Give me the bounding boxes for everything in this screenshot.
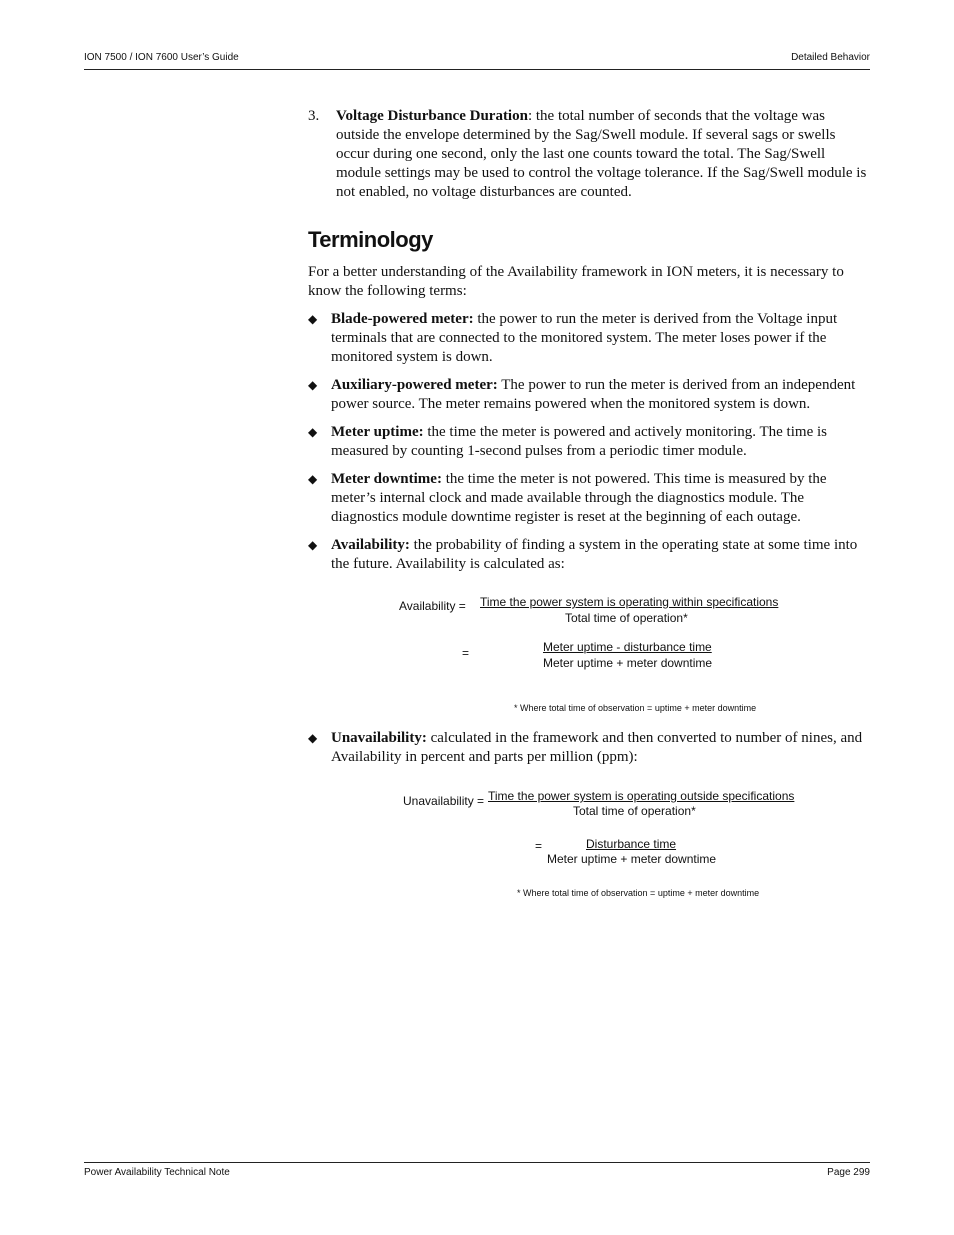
bullet-term: Blade-powered meter: (331, 311, 474, 327)
formula-numerator-2: Disturbance time (586, 837, 677, 851)
header-rule (84, 69, 870, 70)
footer-doc-title: Power Availability Technical Note (84, 1167, 230, 1178)
formula-denominator: Total time of operation* (573, 804, 696, 818)
item-number: 3. (308, 108, 320, 124)
formula-label: Unavailability = (403, 794, 485, 808)
diamond-bullet-icon: ◆ (308, 425, 318, 439)
page-header (84, 52, 870, 66)
diamond-bullet-icon: ◆ (308, 312, 318, 326)
bullet-blade-powered (308, 310, 870, 367)
header-section-title: Detailed Behavior (791, 52, 870, 63)
formula-numerator: Time the power system is operating within specifications (480, 595, 779, 609)
diamond-bullet-icon: ◆ (308, 731, 318, 745)
section-title: Terminology (308, 227, 433, 252)
section-intro: For a better understanding of the Availability framework in ION meters, it is necessary to know the following terms: (308, 264, 844, 299)
bullet-text: The power to run the meter is derived from an independent power source. The meter remains powered when the monitored system is down. (331, 377, 856, 412)
formula-denominator-2: Meter uptime + meter downtime (547, 852, 717, 866)
diamond-bullet-icon: ◆ (308, 378, 318, 392)
formula-footnote: * Where total time of observation = uptime + meter downtime (514, 703, 757, 713)
bullet-text: the time the meter is powered and actively monitoring. The time is measured by counting 1-second pulses from a periodic timer module. (331, 424, 827, 459)
bullet-auxiliary-powered (308, 376, 870, 414)
bullet-term: Meter uptime: (331, 424, 424, 440)
bullet-term: Meter downtime: (331, 471, 442, 487)
page-content (308, 107, 870, 916)
formula-label: Availability = (399, 599, 466, 613)
diamond-bullet-icon: ◆ (308, 538, 318, 552)
unavailability-formula (308, 776, 870, 916)
bullet-meter-uptime (308, 423, 870, 461)
availability-formula (308, 583, 870, 729)
formula-footnote: * Where total time of observation = uptime + meter downtime (517, 888, 760, 898)
bullet-text: the power to run the meter is derived from the Voltage input terminals that are connected to the monitored system. The meter loses power if the monitored system is down. (331, 311, 838, 365)
formula-denominator: Total time of operation* (565, 611, 688, 625)
formula-numerator: Time the power system is operating outside specifications (488, 789, 795, 803)
bullet-term: Availability: (331, 537, 410, 553)
bullet-meter-downtime (308, 470, 870, 527)
formula-denominator-2: Meter uptime + meter downtime (543, 656, 713, 670)
bullet-availability (308, 536, 870, 574)
bullet-unavailability (308, 729, 870, 767)
bullet-term: Auxiliary-powered meter: (331, 377, 498, 393)
page-number: Page 299 (827, 1167, 870, 1178)
diamond-bullet-icon: ◆ (308, 472, 318, 486)
bullet-text: the time the meter is not powered. This time is measured by the meter’s internal clock and made available through the diagnostics module. The diagnostics module downtime register is reset at the beginning of each outage. (331, 471, 827, 525)
formula-numerator-2: Meter uptime - disturbance time (543, 640, 712, 654)
bullet-term: Unavailability: (331, 730, 427, 746)
numbered-item-3 (308, 107, 870, 202)
item-term: Voltage Disturbance Duration (336, 108, 528, 124)
formula-equals: = (462, 646, 470, 660)
bullet-text: calculated in the framework and then converted to number of nines, and Availability in percent and parts per million (ppm): (331, 730, 863, 765)
page-footer (84, 1167, 870, 1181)
item-text: : the total number of seconds that the voltage was outside the envelope determined by the Sag/Swell module. If several sags or swells occur during one second, only the last one counts toward the total. The Sag/Swell module settings may be used to control the voltage tolerance. If the Sag/Swell module is not enabled, no voltage disturbances are counted. (336, 108, 867, 200)
bullet-text: the probability of finding a system in the operating state at some time into the future. Availability is calculated as: (331, 537, 858, 572)
formula-equals: = (535, 839, 543, 853)
footer-rule (84, 1162, 870, 1163)
header-doc-title: ION 7500 / ION 7600 User’s Guide (84, 52, 239, 63)
